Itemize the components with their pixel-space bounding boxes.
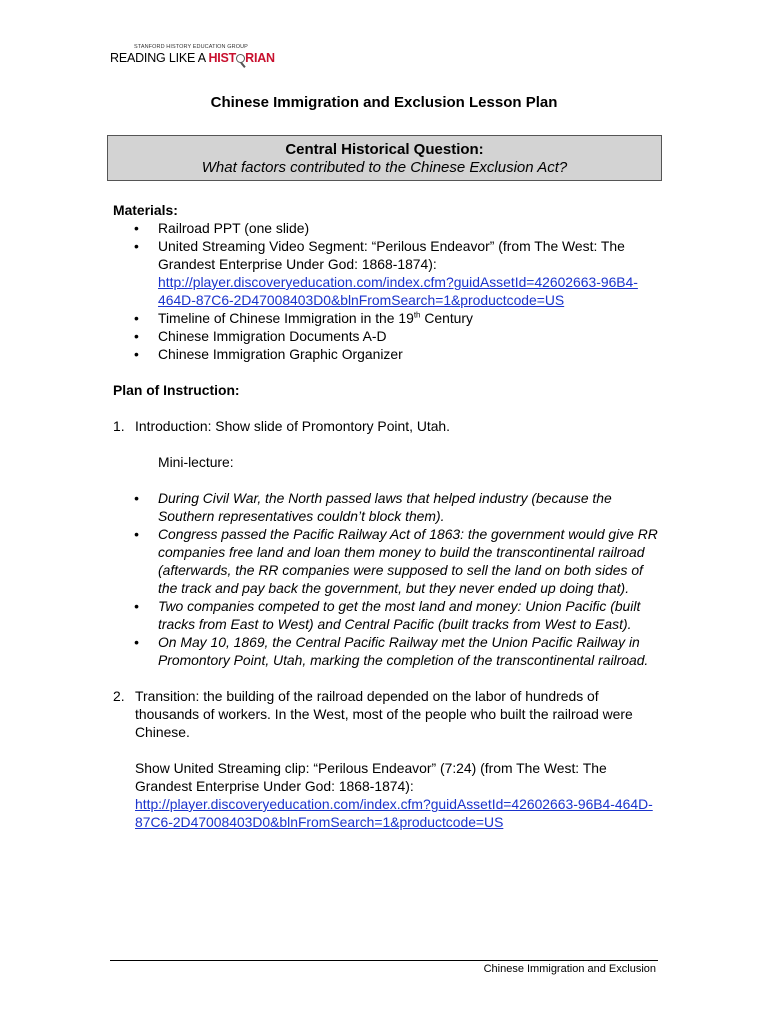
materials-list <box>113 219 658 363</box>
materials-heading: Materials: <box>113 202 178 218</box>
logo <box>110 44 275 65</box>
mini-lecture-list <box>113 489 658 669</box>
logo-wordmark <box>110 51 275 65</box>
logo-hist-a: HIST <box>208 51 237 65</box>
list-item: • Chinese Immigration Graphic Organizer <box>113 345 658 363</box>
central-question-box <box>107 135 662 181</box>
central-question-label: Central Historical Question: <box>285 141 484 158</box>
mini-lecture-label: Mini-lecture: <box>158 454 234 470</box>
list-item: • United Streaming Video Segment: “Perilous Endeavor” (from The West: The Grandest Enterprise Under God: 1868-1874): http://player.discoveryeducation.com/index.cfm?guidAssetId=42602663-96B4-464D-87C6-2D47008403D0&blnFromSearch=1&productcode=US <box>113 237 658 309</box>
list-item: • On May 10, 1869, the Central Pacific Railway met the Union Pacific Railway in Promontory Point, Utah, marking the completion of the transcontinental railroad. <box>113 633 658 669</box>
list-item: • Railroad PPT (one slide) <box>113 219 658 237</box>
step-number: 1. <box>113 418 125 434</box>
page-title: Chinese Immigration and Exclusion Lesson Plan <box>210 94 558 111</box>
footer-text: Chinese Immigration and Exclusion <box>483 963 656 975</box>
step-number: 2. <box>113 688 125 704</box>
logo-org-name: STANFORD HISTORY EDUCATION GROUP <box>134 44 248 50</box>
logo-hist-b: RIAN <box>245 51 275 65</box>
step-text: Transition: the building of the railroad depended on the labor of hundreds of thousands of workers. In the West, most of the people who built the railroad were Chinese. <box>135 688 633 740</box>
lesson-content <box>113 201 658 831</box>
step-2 <box>113 687 658 741</box>
step-1 <box>113 417 658 435</box>
magnifier-icon <box>236 54 245 63</box>
logo-prefix: READING LIKE A <box>110 51 209 65</box>
plan-heading: Plan of Instruction: <box>113 382 240 398</box>
list-item: • Chinese Immigration Documents A-D <box>113 327 658 345</box>
list-item: • Two companies competed to get the most land and money: Union Pacific (built tracks from East to West) and Central Pacific (built tracks from West to East). <box>113 597 658 633</box>
video-link[interactable]: http://player.discoveryeducation.com/index.cfm?guidAssetId=42602663-96B4-464D-87C6-2D47008403D0&blnFromSearch=1&productcode=US <box>158 274 638 308</box>
clip-link[interactable]: http://player.discoveryeducation.com/index.cfm?guidAssetId=42602663-96B4-464D-87C6-2D47008403D0&blnFromSearch=1&productcode=US <box>135 796 653 830</box>
list-item: • During Civil War, the North passed laws that helped industry (because the Southern representatives couldn’t block them). <box>113 489 658 525</box>
central-question-text: What factors contributed to the Chinese Exclusion Act? <box>201 159 568 176</box>
clip-paragraph: Show United Streaming clip: “Perilous Endeavor” (7:24) (from The West: The Grandest Enterprise Under God: 1868-1874): http://player.discoveryeducation.com/index.cfm?guidAssetId=42602663-96B4-464D-87C6-2D47008403D0&blnFromSearch=1&productcode=US <box>135 760 653 830</box>
list-item: • Congress passed the Pacific Railway Act of 1863: the government would give RR companies free land and loan them money to build the transcontinental railroad (afterwards, the RR companies were supposed to sell the land on both sides of the track and pay back the government, but they never ended up doing that). <box>113 525 658 597</box>
footer-divider <box>110 960 658 961</box>
step-text: Introduction: Show slide of Promontory Point, Utah. <box>135 418 451 434</box>
list-item: • Timeline of Chinese Immigration in the 19th Century <box>113 309 658 327</box>
